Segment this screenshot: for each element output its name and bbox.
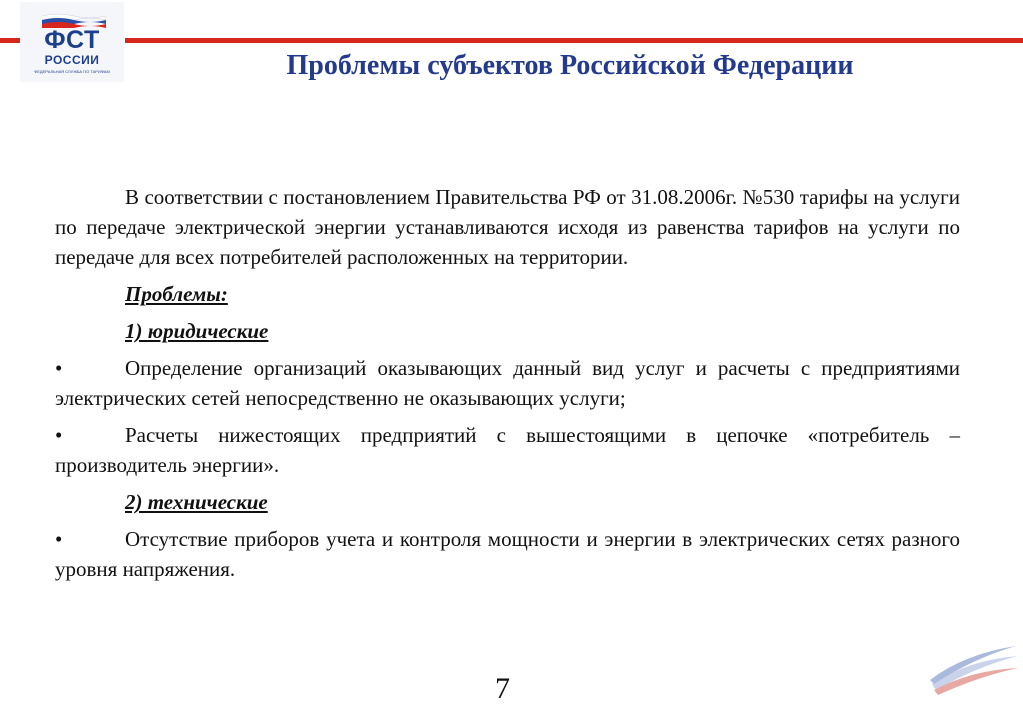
technical-heading: 2) технические bbox=[125, 490, 268, 514]
bullet-text: Определение организаций оказывающих данный вид услуг и расчеты с предприятиями электрических сетей непосредственно не оказывающих услуги; bbox=[55, 356, 960, 410]
legal-heading: 1) юридические bbox=[125, 319, 269, 343]
page-number: 7 bbox=[495, 672, 510, 705]
bullet-icon: • bbox=[55, 527, 63, 551]
logo-brand: ФСТ bbox=[44, 26, 100, 54]
logo-brand-sub: РОССИИ bbox=[44, 53, 100, 67]
fst-logo bbox=[20, 2, 124, 82]
bullet-icon: • bbox=[55, 423, 63, 447]
bullet-icon: • bbox=[55, 356, 63, 380]
list-item bbox=[55, 420, 960, 480]
header-accent-line bbox=[125, 38, 1023, 43]
bullet-text: Отсутствие приборов учета и контроля мощности и энергии в электрических сетях разного уровня напряжения. bbox=[55, 527, 960, 581]
bullet-text: Расчеты нижестоящих предприятий с вышестоящими в цепочке «потребитель – производитель энергии». bbox=[55, 423, 960, 477]
header-accent-line-left bbox=[0, 38, 20, 43]
intro-paragraph: В соответствии с постановлением Правительства РФ от 31.08.2006г. №530 тарифы на услуги по передаче электрической энергии устанавливаются исходя из равенства тарифов на услуги по передаче для всех потребителей расположенных на территории. bbox=[55, 185, 960, 269]
logo-tagline: ФЕДЕРАЛЬНАЯ СЛУЖБА ПО ТАРИФАМ bbox=[34, 69, 110, 74]
list-item bbox=[55, 353, 960, 413]
slide-title: Проблемы субъектов Российской Федерации bbox=[286, 50, 854, 81]
slide-body bbox=[55, 182, 960, 591]
decorative-swoosh-icon bbox=[928, 640, 1020, 698]
list-item bbox=[55, 524, 960, 584]
problems-heading: Проблемы: bbox=[125, 282, 228, 306]
